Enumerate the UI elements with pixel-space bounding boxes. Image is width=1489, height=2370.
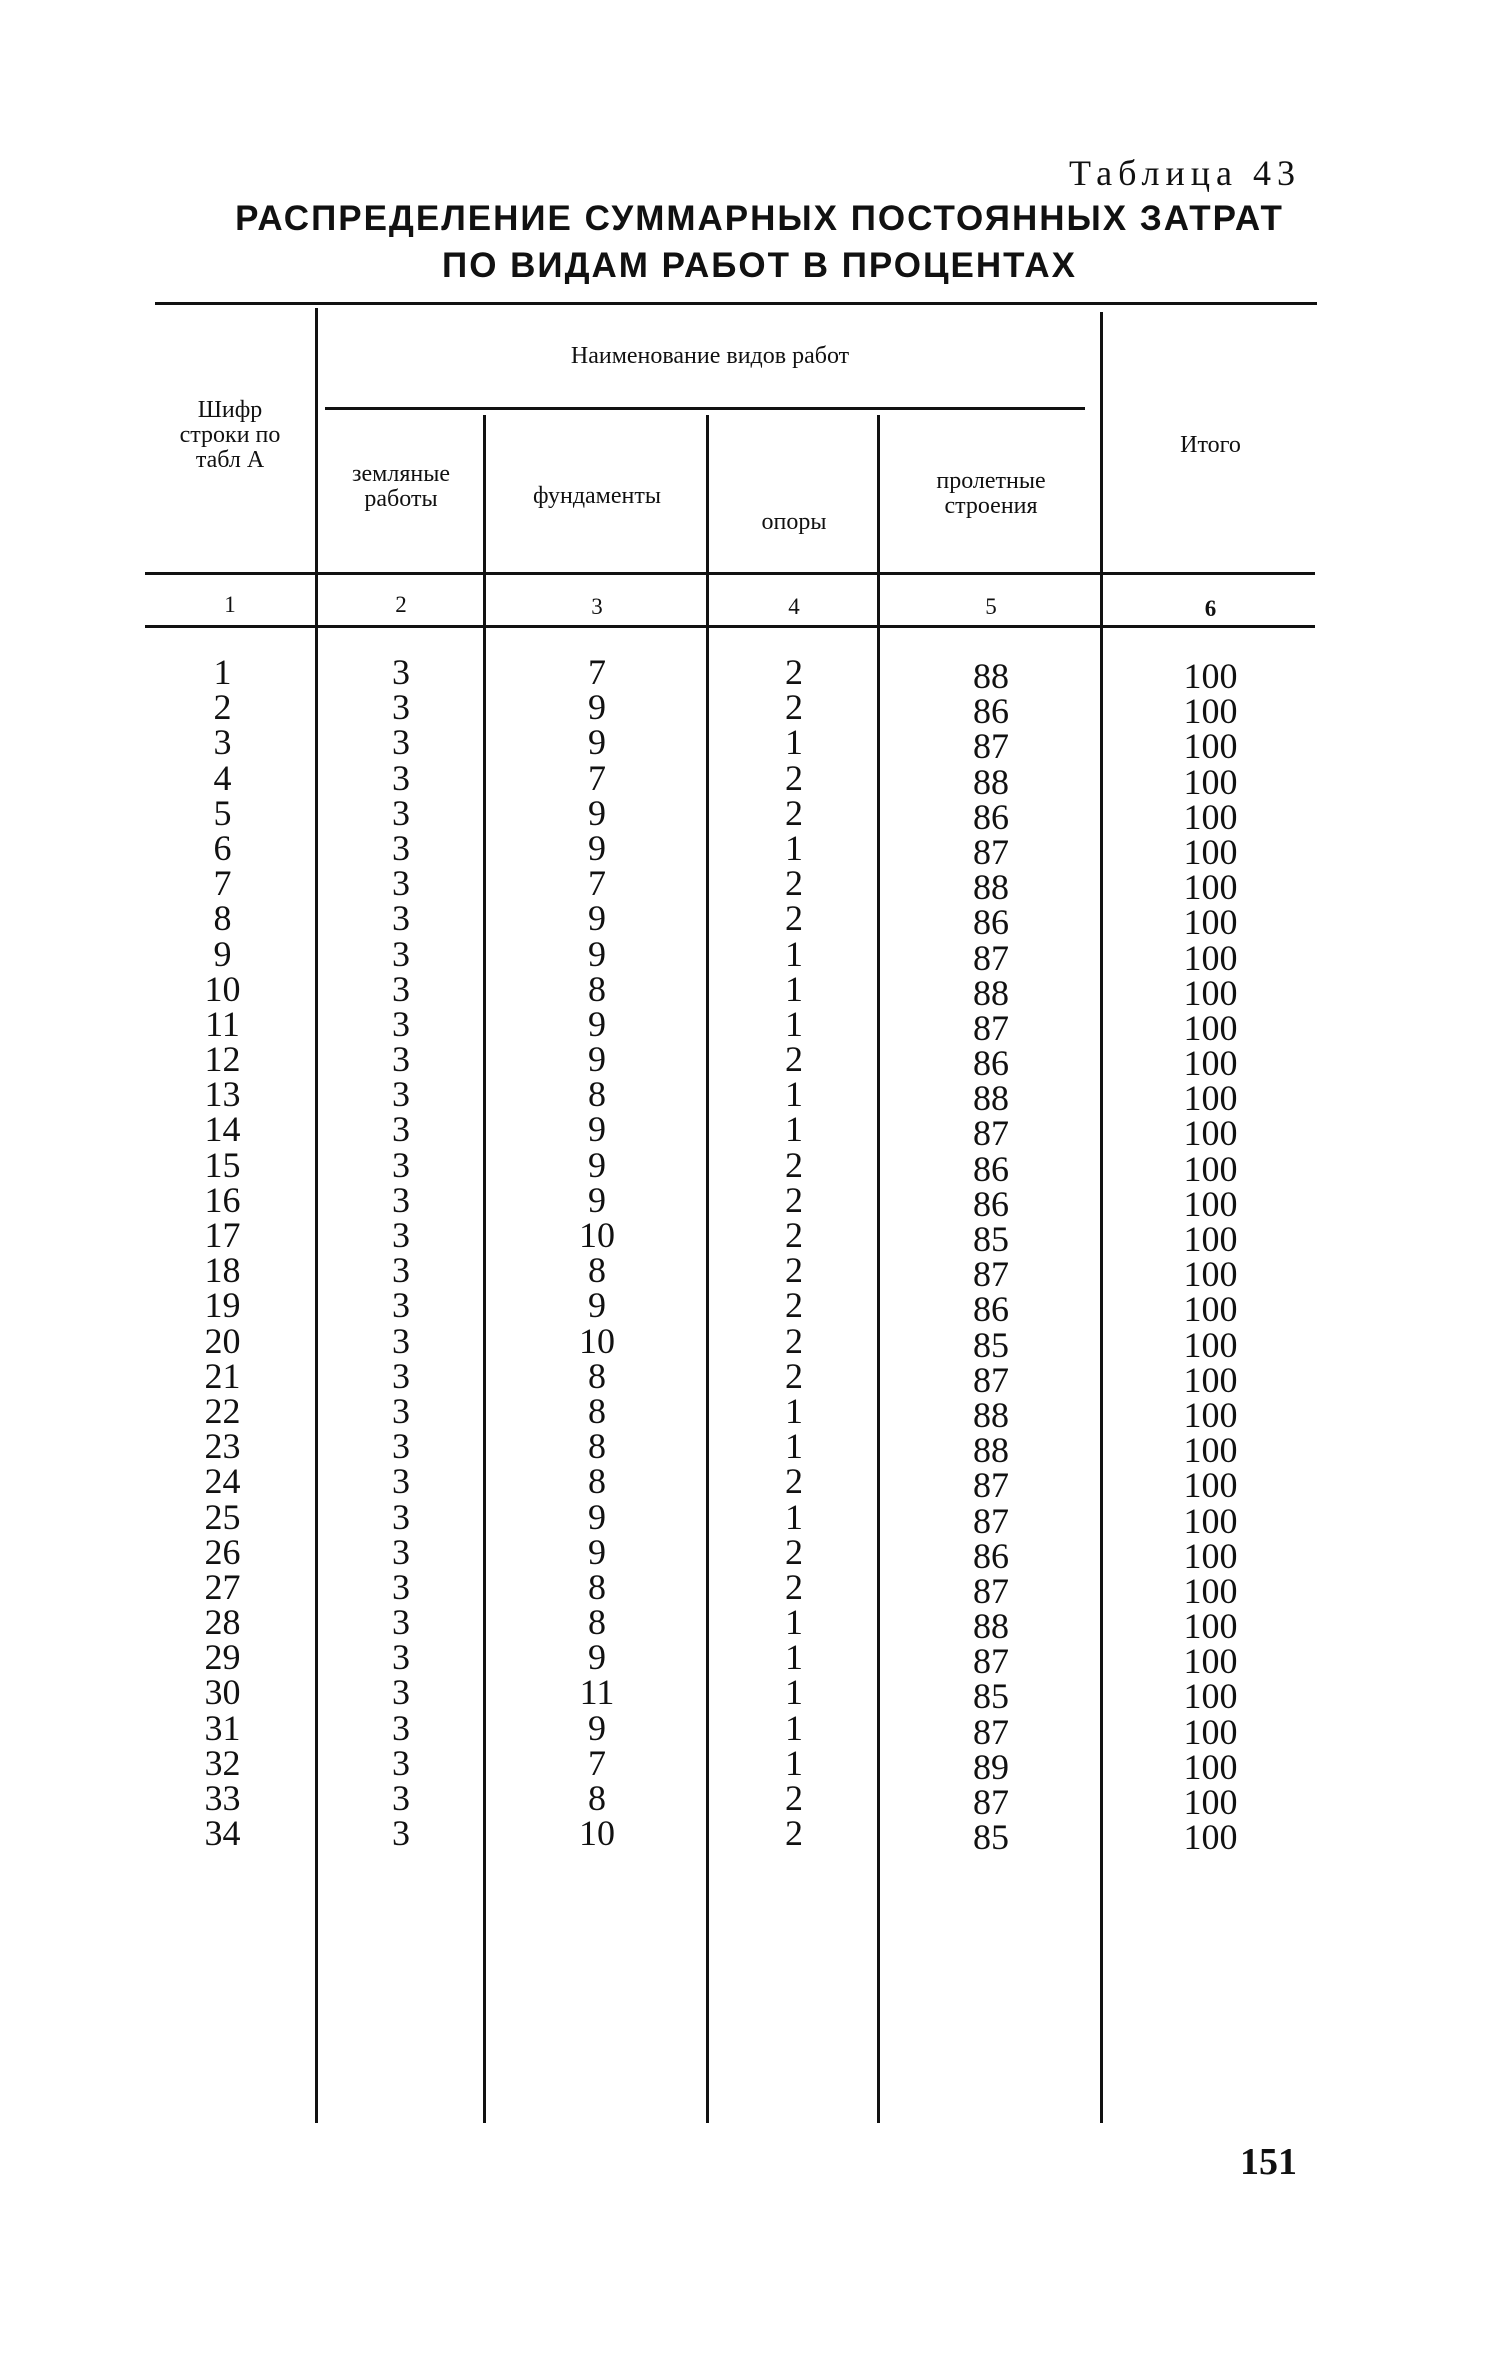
table-cell: 8 bbox=[588, 1074, 606, 1115]
table-cell: 9 bbox=[588, 792, 606, 833]
earthworks-column-values bbox=[318, 652, 484, 1854]
table-cell: 100 bbox=[1183, 1148, 1238, 1189]
table-cell: 100 bbox=[1183, 831, 1238, 872]
table-cell: 2 bbox=[785, 1355, 803, 1396]
table-cell: 3 bbox=[392, 1003, 410, 1044]
table-cell: 85 bbox=[973, 1324, 1009, 1365]
table-cell: 100 bbox=[1183, 1254, 1238, 1295]
table-cell: 3 bbox=[392, 1179, 410, 1220]
table-cell: 100 bbox=[1183, 726, 1238, 767]
table-cell: 1 bbox=[785, 1003, 803, 1044]
table-cell: 86 bbox=[973, 1043, 1009, 1084]
table-cell: 2 bbox=[785, 652, 803, 692]
table-cell: 13 bbox=[204, 1074, 241, 1115]
table-cell: 100 bbox=[1183, 1359, 1238, 1400]
table-cell: 3 bbox=[392, 757, 410, 798]
table-cell: 9 bbox=[588, 933, 606, 974]
table-cell: 3 bbox=[392, 1285, 410, 1326]
table-cell: 3 bbox=[392, 1144, 410, 1185]
table-cell: 8 bbox=[588, 1250, 606, 1291]
table-cell: 3 bbox=[392, 722, 410, 763]
page-number: 151 bbox=[1240, 2141, 1297, 2183]
header-earthworks: земляные работы bbox=[352, 461, 450, 512]
table-cell: 100 bbox=[1183, 1043, 1238, 1084]
table-cell: 100 bbox=[1183, 867, 1238, 908]
table-cell: 2 bbox=[785, 1320, 803, 1361]
table-cell: 3 bbox=[213, 722, 232, 763]
table-cell: 25 bbox=[204, 1496, 241, 1537]
table-cell: 3 bbox=[392, 1039, 410, 1080]
table-cell: 88 bbox=[973, 867, 1009, 908]
table-cell: 100 bbox=[1183, 902, 1238, 943]
table-cell: 100 bbox=[1183, 1465, 1238, 1506]
table-cell: 10 bbox=[204, 968, 241, 1009]
table-cell: 30 bbox=[204, 1672, 241, 1713]
table-cell: 27 bbox=[204, 1566, 241, 1607]
table-cell: 7 bbox=[588, 652, 606, 692]
table-cell: 3 bbox=[392, 1074, 410, 1115]
supports-column-values bbox=[709, 652, 879, 1854]
table-cell: 87 bbox=[973, 1007, 1009, 1048]
table-cell: 3 bbox=[392, 1531, 410, 1572]
table-cell: 8 bbox=[588, 1355, 606, 1396]
table-cell: 87 bbox=[973, 1782, 1009, 1822]
table-cell: 22 bbox=[204, 1390, 241, 1431]
table-title-line-2: ПО ВИДАМ РАБОТ В ПРОЦЕНТАХ bbox=[442, 246, 1077, 285]
table-cell: 1 bbox=[785, 1637, 803, 1678]
table-cell: 100 bbox=[1183, 691, 1238, 732]
table-cell: 2 bbox=[213, 687, 232, 728]
table-cell: 9 bbox=[588, 1109, 606, 1150]
table-cell: 85 bbox=[973, 1219, 1009, 1259]
table-cell: 7 bbox=[588, 1742, 606, 1783]
table-cell: 1 bbox=[213, 652, 232, 692]
table-cell: 100 bbox=[1183, 1606, 1238, 1647]
table-cell: 88 bbox=[973, 1430, 1009, 1471]
table-cell: 15 bbox=[204, 1144, 241, 1185]
table-cell: 87 bbox=[973, 1465, 1009, 1506]
table-cell: 3 bbox=[392, 687, 410, 728]
table-cell: 100 bbox=[1183, 1746, 1238, 1787]
table-cell: 100 bbox=[1183, 1289, 1238, 1330]
table-cell: 87 bbox=[973, 1641, 1009, 1682]
table-cell: 1 bbox=[785, 1707, 803, 1748]
table-cell: 89 bbox=[973, 1746, 1009, 1787]
table-cell: 3 bbox=[392, 968, 410, 1009]
table-cell: 8 bbox=[588, 1566, 606, 1607]
code-column-values bbox=[150, 652, 295, 1854]
table-cell: 100 bbox=[1183, 1113, 1238, 1154]
table-cell: 100 bbox=[1183, 1007, 1238, 1048]
table-cell: 100 bbox=[1183, 1570, 1238, 1611]
table-cell: 9 bbox=[588, 1285, 606, 1326]
table-cell: 100 bbox=[1183, 1782, 1238, 1822]
table-cell: 1 bbox=[785, 968, 803, 1009]
table-cell: 100 bbox=[1183, 1430, 1238, 1471]
table-cell: 87 bbox=[973, 1570, 1009, 1611]
table-cell: 100 bbox=[1183, 1078, 1238, 1119]
table-cell: 9 bbox=[588, 1144, 606, 1185]
table-cell: 7 bbox=[213, 863, 232, 904]
table-cell: 2 bbox=[785, 1179, 803, 1220]
table-cell: 9 bbox=[588, 1039, 606, 1080]
table-cell: 100 bbox=[1183, 656, 1238, 696]
table-cell: 3 bbox=[392, 1672, 410, 1713]
table-title-line-1: РАСПРЕДЕЛЕНИЕ СУММАРНЫХ ПОСТОЯННЫХ ЗАТРАТ bbox=[235, 199, 1284, 238]
table-cell: 3 bbox=[392, 1707, 410, 1748]
table-cell: 100 bbox=[1183, 1183, 1238, 1224]
table-cell: 2 bbox=[785, 687, 803, 728]
table-cell: 3 bbox=[392, 1778, 410, 1818]
table-cell: 11 bbox=[205, 1003, 240, 1044]
table-cell: 86 bbox=[973, 1289, 1009, 1330]
table-cell: 100 bbox=[1183, 1817, 1238, 1858]
table-cell: 8 bbox=[588, 968, 606, 1009]
table-cell: 2 bbox=[785, 863, 803, 904]
table-cell: 87 bbox=[973, 1711, 1009, 1752]
table-cell: 3 bbox=[392, 1109, 410, 1150]
table-top-rule bbox=[155, 302, 1317, 305]
table-cell: 2 bbox=[785, 1778, 803, 1818]
table-cell: 100 bbox=[1183, 1324, 1238, 1365]
table-cell: 3 bbox=[392, 898, 410, 939]
table-cell: 3 bbox=[392, 1813, 410, 1854]
table-cell: 29 bbox=[204, 1637, 241, 1678]
table-cell: 2 bbox=[785, 1461, 803, 1502]
table-cell: 9 bbox=[213, 933, 232, 974]
table-cell: 2 bbox=[785, 792, 803, 833]
column-number-5: 5 bbox=[985, 594, 997, 619]
table-cell: 7 bbox=[588, 863, 606, 904]
table-cell: 2 bbox=[785, 898, 803, 939]
table-cell: 4 bbox=[213, 757, 232, 798]
table-cell: 19 bbox=[204, 1285, 241, 1326]
table-cell: 86 bbox=[973, 1183, 1009, 1224]
header-total: Итого bbox=[1180, 432, 1241, 458]
table-cell: 100 bbox=[1183, 1711, 1238, 1752]
table-cell: 100 bbox=[1183, 937, 1238, 978]
table-cell: 85 bbox=[973, 1817, 1009, 1858]
table-cell: 2 bbox=[785, 1531, 803, 1572]
table-cell: 17 bbox=[204, 1215, 241, 1255]
table-cell: 28 bbox=[204, 1602, 241, 1643]
table-cell: 86 bbox=[973, 902, 1009, 943]
table-cell: 21 bbox=[204, 1355, 241, 1396]
table-cell: 3 bbox=[392, 1390, 410, 1431]
table-cell: 86 bbox=[973, 1148, 1009, 1189]
table-cell: 87 bbox=[973, 1113, 1009, 1154]
table-cell: 87 bbox=[973, 1500, 1009, 1541]
table-cell: 3 bbox=[392, 1461, 410, 1502]
table-cell: 1 bbox=[785, 1496, 803, 1537]
table-cell: 34 bbox=[204, 1813, 241, 1854]
table-cell: 1 bbox=[785, 722, 803, 763]
table-cell: 3 bbox=[392, 1355, 410, 1396]
table-cell: 16 bbox=[204, 1179, 241, 1220]
table-cell: 9 bbox=[588, 898, 606, 939]
table-cell: 1 bbox=[785, 1742, 803, 1783]
table-cell: 1 bbox=[785, 1109, 803, 1150]
column-number-3: 3 bbox=[591, 594, 603, 619]
table-cell: 9 bbox=[588, 1496, 606, 1537]
table-cell: 2 bbox=[785, 1215, 803, 1255]
table-cell: 8 bbox=[213, 898, 232, 939]
table-cell: 3 bbox=[392, 827, 410, 868]
table-cell: 3 bbox=[392, 1215, 410, 1255]
header-group-works: Наименование видов работ bbox=[570, 343, 850, 369]
table-cell: 9 bbox=[588, 687, 606, 728]
table-cell: 87 bbox=[973, 937, 1009, 978]
table-cell: 10 bbox=[579, 1320, 615, 1361]
table-cell: 1 bbox=[785, 1390, 803, 1431]
table-cell: 7 bbox=[588, 757, 606, 798]
table-cell: 3 bbox=[392, 1426, 410, 1467]
table-cell: 11 bbox=[579, 1672, 615, 1713]
column-numbers-bottom-rule bbox=[145, 625, 1315, 628]
table-cell: 100 bbox=[1183, 761, 1238, 802]
table-cell: 88 bbox=[973, 972, 1009, 1013]
table-cell: 9 bbox=[588, 1003, 606, 1044]
table-cell: 87 bbox=[973, 1254, 1009, 1295]
table-cell: 2 bbox=[785, 1813, 803, 1854]
table-cell: 9 bbox=[588, 722, 606, 763]
table-cell: 9 bbox=[588, 1707, 606, 1748]
table-cell: 86 bbox=[973, 1535, 1009, 1576]
table-cell: 8 bbox=[588, 1602, 606, 1643]
table-cell: 1 bbox=[785, 933, 803, 974]
table-cell: 9 bbox=[588, 1531, 606, 1572]
header-supports: опоры bbox=[761, 509, 827, 535]
table-cell: 1 bbox=[785, 1602, 803, 1643]
table-cell: 8 bbox=[588, 1426, 606, 1467]
table-cell: 18 bbox=[204, 1250, 241, 1291]
table-cell: 9 bbox=[588, 827, 606, 868]
table-cell: 10 bbox=[579, 1813, 615, 1854]
header-bottom-rule bbox=[145, 572, 1315, 575]
table-cell: 1 bbox=[785, 827, 803, 868]
table-cell: 8 bbox=[588, 1390, 606, 1431]
table-cell: 100 bbox=[1183, 1500, 1238, 1541]
table-cell: 3 bbox=[392, 792, 410, 833]
table-cell: 24 bbox=[204, 1461, 241, 1502]
table-cell: 12 bbox=[204, 1039, 241, 1080]
column-number-4: 4 bbox=[788, 594, 800, 619]
table-cell: 26 bbox=[204, 1531, 241, 1572]
total-column-values bbox=[1103, 656, 1318, 1858]
table-cell: 14 bbox=[204, 1109, 241, 1150]
table-cell: 5 bbox=[213, 792, 232, 833]
table-cell: 88 bbox=[973, 1078, 1009, 1119]
table-cell: 2 bbox=[785, 1566, 803, 1607]
table-cell: 100 bbox=[1183, 972, 1238, 1013]
table-cell: 3 bbox=[392, 1250, 410, 1291]
table-cell: 86 bbox=[973, 796, 1009, 837]
table-cell: 23 bbox=[204, 1426, 241, 1467]
table-cell: 32 bbox=[204, 1742, 241, 1783]
table-cell: 88 bbox=[973, 761, 1009, 802]
table-cell: 10 bbox=[579, 1215, 615, 1255]
table-cell: 100 bbox=[1183, 1394, 1238, 1435]
table-cell: 2 bbox=[785, 1285, 803, 1326]
table-cell: 9 bbox=[588, 1179, 606, 1220]
table-cell: 100 bbox=[1183, 1641, 1238, 1682]
table-cell: 88 bbox=[973, 656, 1009, 696]
column-number-1: 1 bbox=[224, 592, 236, 617]
table-cell: 2 bbox=[785, 1039, 803, 1080]
table-cell: 8 bbox=[588, 1461, 606, 1502]
header-foundations: фундаменты bbox=[533, 483, 661, 509]
table-cell: 6 bbox=[213, 827, 232, 868]
table-cell: 100 bbox=[1183, 1535, 1238, 1576]
table-cell: 1 bbox=[785, 1672, 803, 1713]
table-cell: 9 bbox=[588, 1637, 606, 1678]
table-cell: 1 bbox=[785, 1426, 803, 1467]
table-cell: 2 bbox=[785, 1144, 803, 1185]
table-cell: 2 bbox=[785, 1250, 803, 1291]
table-cell: 20 bbox=[204, 1320, 241, 1361]
table-cell: 8 bbox=[588, 1778, 606, 1818]
table-cell: 86 bbox=[973, 691, 1009, 732]
table-cell: 31 bbox=[204, 1707, 241, 1748]
header-code-column: Шифр строки по табл А bbox=[179, 397, 281, 473]
column-number-2: 2 bbox=[395, 592, 407, 617]
header-spans: пролетные строения bbox=[936, 468, 1046, 519]
table-cell: 33 bbox=[204, 1778, 241, 1818]
table-cell: 3 bbox=[392, 863, 410, 904]
table-cell: 3 bbox=[392, 1496, 410, 1537]
table-cell: 87 bbox=[973, 831, 1009, 872]
table-caption: Таблица 43 bbox=[1069, 153, 1301, 193]
table-cell: 100 bbox=[1183, 1219, 1238, 1259]
table-cell: 100 bbox=[1183, 1676, 1238, 1717]
table-cell: 3 bbox=[392, 1602, 410, 1643]
table-cell: 87 bbox=[973, 726, 1009, 767]
table-cell: 3 bbox=[392, 1637, 410, 1678]
table-cell: 3 bbox=[392, 1742, 410, 1783]
table-cell: 3 bbox=[392, 933, 410, 974]
table-cell: 1 bbox=[785, 1074, 803, 1115]
table-cell: 3 bbox=[392, 1566, 410, 1607]
table-cell: 2 bbox=[785, 757, 803, 798]
table-cell: 3 bbox=[392, 1320, 410, 1361]
spans-column-values bbox=[880, 656, 1102, 1858]
group-header-rule bbox=[325, 407, 1085, 410]
table-cell: 3 bbox=[392, 652, 410, 692]
table-cell: 100 bbox=[1183, 796, 1238, 837]
foundations-column-values bbox=[486, 652, 708, 1854]
column-number-6: 6 bbox=[1204, 596, 1217, 621]
table-cell: 85 bbox=[973, 1676, 1009, 1717]
table-cell: 87 bbox=[973, 1359, 1009, 1400]
table-cell: 88 bbox=[973, 1606, 1009, 1647]
table-cell: 88 bbox=[973, 1394, 1009, 1435]
